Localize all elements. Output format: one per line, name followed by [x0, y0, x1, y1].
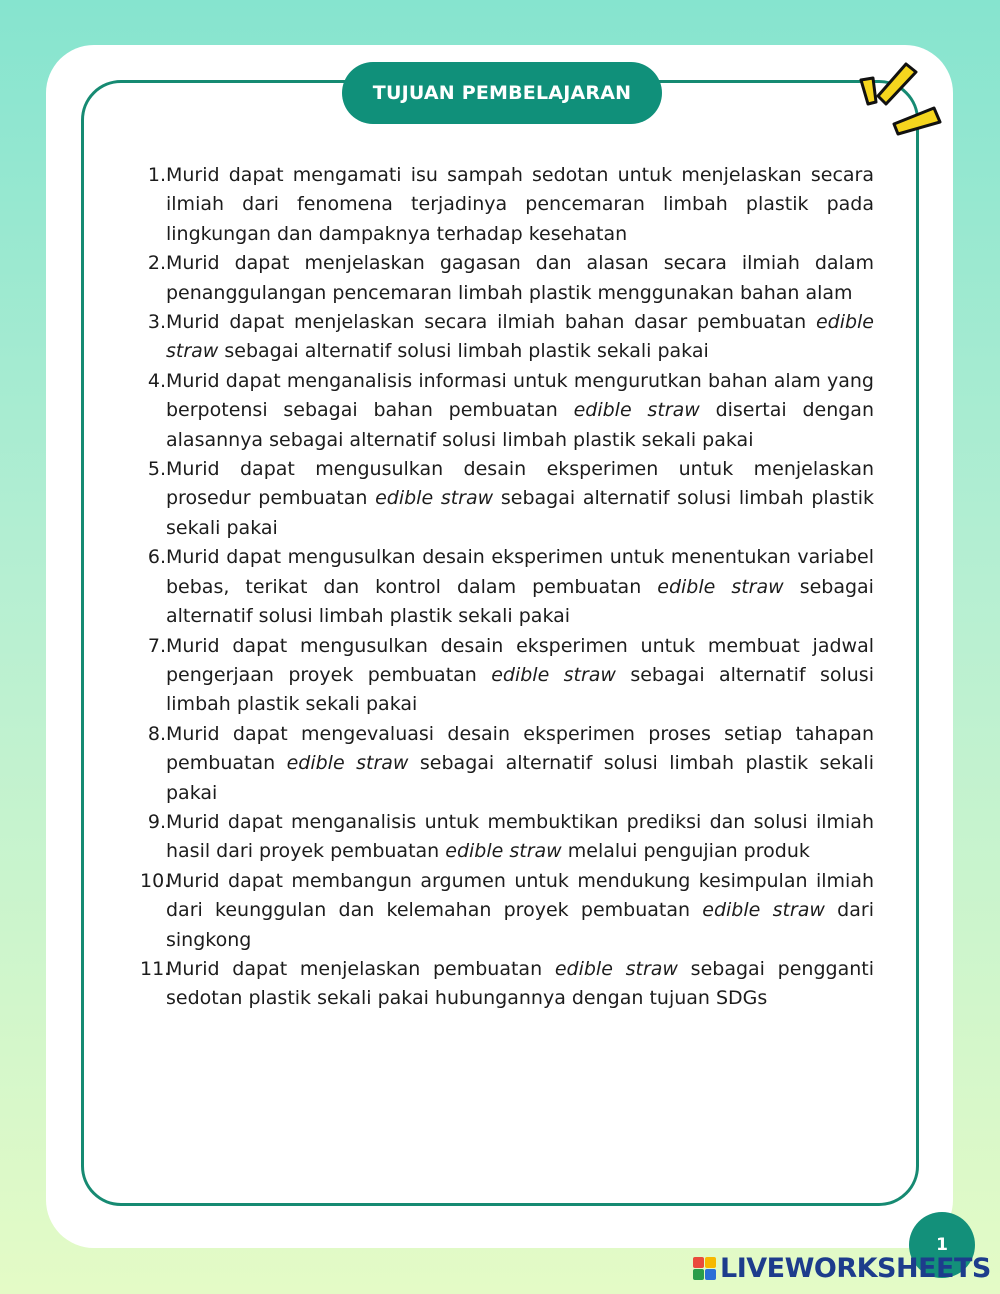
- objective-text: [166, 543, 874, 631]
- objective-text-part: Murid dapat mengusulkan desain eksperimen untuk menjelaskan prosedur pembuatan: [166, 458, 874, 510]
- objective-term: edible straw: [657, 575, 784, 598]
- objective-text-part: melalui pengujian produk: [561, 840, 810, 863]
- logo-square-i: [705, 1257, 716, 1268]
- learning-objectives-list: [140, 161, 874, 1014]
- objective-number: 11.: [140, 957, 171, 980]
- objective-item: [140, 308, 874, 367]
- objective-term: edible straw: [573, 399, 700, 422]
- objective-text: [166, 455, 874, 543]
- objective-item: [140, 867, 874, 955]
- objective-text: [166, 367, 874, 455]
- objective-number: 8.: [147, 722, 166, 745]
- logo-square-e: [705, 1269, 716, 1280]
- objective-text-part: sebagai alternatif solusi limbah plastik sekali pakai: [166, 575, 874, 628]
- objective-text-part: Murid dapat mengusulkan desain eksperimen untuk menentukan variabel bebas, terikat dan kontrol dalam pembuatan: [166, 546, 874, 598]
- page-number: 1: [936, 1235, 948, 1255]
- objective-text: [166, 808, 874, 867]
- objective-text-part: Murid dapat menjelaskan secara ilmiah bahan dasar pembuatan: [166, 311, 816, 334]
- objective-number: 6.: [147, 546, 166, 569]
- objective-text: Murid dapat mengamati isu sampah sedotan untuk menjelaskan secara ilmiah dari fenomena terjadinya pencemaran limbah plastik pada lingkungan dan dampaknya terhadap kesehatan: [166, 164, 874, 245]
- objective-text-part: Murid dapat mengevaluasi desain eksperimen proses setiap tahapan pembuatan: [166, 722, 874, 775]
- objective-text-part: Murid dapat membangun argumen untuk mendukung kesimpulan ilmiah dari keunggulan dan kelemahan proyek pembuatan: [166, 869, 874, 922]
- objective-item: [140, 455, 874, 543]
- objective-term: edible straw: [286, 752, 409, 775]
- objective-number: 1.: [147, 164, 166, 186]
- objective-text-part: Murid dapat menganalisis untuk membuktikan prediksi dan solusi ilmiah hasil dari proyek pembuatan: [166, 810, 874, 863]
- liveworksheets-logo-icon: [693, 1257, 716, 1280]
- logo-square-l: [693, 1257, 704, 1268]
- objective-item: [140, 161, 874, 249]
- objective-text: [166, 632, 874, 720]
- objective-number: 10.: [140, 869, 171, 892]
- objective-term: edible straw: [166, 311, 874, 363]
- objective-term: edible straw: [554, 957, 678, 980]
- objective-text-part: sebagai alternatif solusi limbah plastik sekali pakai: [166, 487, 874, 539]
- objective-text-part: sebagai alternatif solusi limbah plastik sekali pakai: [218, 340, 709, 363]
- objective-item: [140, 632, 874, 720]
- objective-text-part: disertai dengan alasannya sebagai alternatif solusi limbah plastik sekali pakai: [166, 399, 874, 451]
- objective-text-part: dari singkong: [166, 899, 874, 951]
- objective-term: edible straw: [445, 840, 562, 863]
- objective-text-part: Murid dapat menjelaskan pembuatan: [166, 957, 555, 980]
- objective-term: edible straw: [491, 663, 616, 686]
- objective-item: [140, 543, 874, 631]
- objective-item: [140, 367, 874, 455]
- objective-text: [166, 955, 874, 1014]
- objective-number: 9.: [147, 810, 166, 833]
- objective-item: [140, 249, 874, 308]
- section-title-text: TUJUAN PEMBELAJARAN: [372, 82, 632, 104]
- highlight-burst-icon: [852, 58, 947, 143]
- logo-square-v: [693, 1269, 704, 1280]
- objective-text: [166, 308, 874, 367]
- objective-item: [140, 808, 874, 867]
- objective-text-part: sebagai pengganti sedotan plastik sekali pakai hubungannya dengan tujuan SDGs: [166, 957, 874, 1010]
- objective-number: 5.: [147, 458, 166, 481]
- objective-term: edible straw: [702, 899, 825, 922]
- objective-text: [166, 720, 874, 808]
- objective-term: edible straw: [375, 487, 494, 510]
- objective-text: Murid dapat menjelaskan gagasan dan alasan secara ilmiah dalam penanggulangan pencemaran limbah plastik menggunakan bahan alam: [166, 252, 874, 304]
- objective-text-part: sebagai alternatif solusi limbah plastik sekali pakai: [166, 752, 874, 804]
- objective-item: [140, 955, 874, 1014]
- objective-number: 4.: [147, 369, 166, 392]
- brand-wordmark: LIVEWORKSHEETS: [720, 1252, 991, 1284]
- objective-number: 3.: [147, 311, 166, 334]
- objective-item: [140, 720, 874, 808]
- objective-number: 2.: [147, 252, 166, 275]
- objective-text-part: Murid dapat menganalisis informasi untuk mengurutkan bahan alam yang berpotensi sebagai bahan pembuatan: [166, 369, 874, 422]
- objective-text: [166, 867, 874, 955]
- objective-text-part: sebagai alternatif solusi limbah plastik sekali pakai: [166, 663, 874, 716]
- section-title: [342, 62, 662, 124]
- objective-text-part: Murid dapat mengusulkan desain eksperimen untuk membuat jadwal pengerjaan proyek pembuatan: [166, 634, 874, 686]
- objective-number: 7.: [147, 634, 166, 657]
- liveworksheets-brand[interactable]: [693, 1252, 991, 1284]
